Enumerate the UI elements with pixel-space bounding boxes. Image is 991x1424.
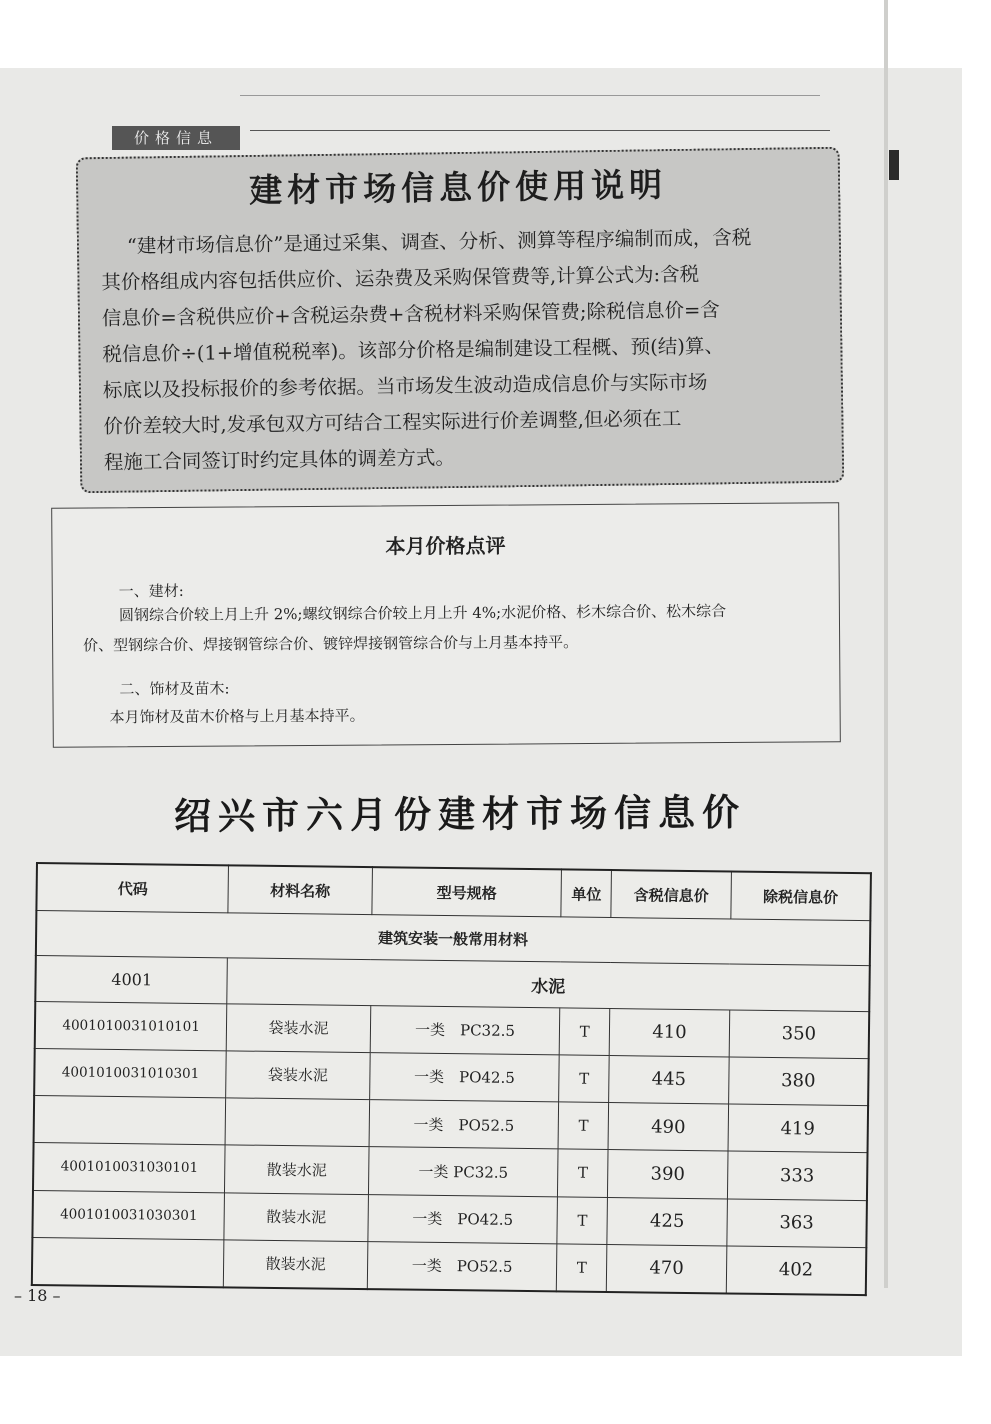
cell-code: 4001010031010101 bbox=[35, 1001, 227, 1051]
cell-spec: 一类 PO42.5 bbox=[369, 1052, 559, 1102]
price-table-container bbox=[31, 862, 872, 1296]
monthly-review-box bbox=[51, 502, 841, 747]
cell-unit: T bbox=[558, 1102, 608, 1150]
cell-tax-price: 425 bbox=[607, 1197, 727, 1246]
cell-spec: 一类 PO52.5 bbox=[367, 1241, 557, 1291]
review-line: 本月饰材及苗木价格与上月基本持平。 bbox=[109, 706, 365, 727]
header-unit: 单位 bbox=[561, 869, 611, 917]
review-line: 价、型钢综合价、焊接钢管综合价、镀锌焊接钢管综合价与上月基本持平。 bbox=[83, 633, 579, 655]
side-tab-mark bbox=[889, 150, 899, 180]
cell-name: 散装水泥 bbox=[224, 1240, 368, 1290]
usage-notes-first-line: “建材市场信息价”是通过采集、调查、分析、测算等程序编制而成，含税 bbox=[126, 225, 752, 258]
usage-notes-box bbox=[76, 147, 845, 494]
cell-tax-price: 410 bbox=[609, 1008, 729, 1057]
cell-name bbox=[225, 1098, 369, 1147]
page-spine bbox=[884, 0, 888, 1288]
top-rule bbox=[250, 130, 830, 131]
cell-code: 4001010031030301 bbox=[32, 1190, 224, 1240]
cell-name: 散装水泥 bbox=[225, 1145, 369, 1194]
cell-tax-price: 390 bbox=[608, 1150, 728, 1199]
usage-notes-line: 程施工合同签订时约定具体的调差方式。 bbox=[103, 446, 456, 474]
cell-net-price: 350 bbox=[729, 1010, 869, 1059]
category-label: 建筑安装一般常用材料 bbox=[36, 911, 870, 966]
cell-tax-price: 470 bbox=[606, 1244, 726, 1293]
header-spec: 型号规格 bbox=[372, 867, 562, 917]
cell-spec: 一类 PO42.5 bbox=[368, 1194, 558, 1244]
cell-name: 袋装水泥 bbox=[227, 1003, 371, 1052]
top-rule-upper bbox=[240, 95, 820, 96]
cell-net-price: 333 bbox=[727, 1151, 867, 1200]
cell-tax-price: 445 bbox=[609, 1055, 729, 1104]
cell-unit: T bbox=[559, 1055, 609, 1103]
price-list-title: 绍兴市六月份建材市场信息价 bbox=[173, 791, 747, 838]
cell-code: 4001010031030101 bbox=[33, 1143, 225, 1193]
review-heading: 一、建材: bbox=[118, 581, 184, 601]
cell-unit: T bbox=[558, 1149, 608, 1197]
header-tax-price: 含税信息价 bbox=[611, 870, 731, 919]
group-name: 水泥 bbox=[227, 958, 870, 1011]
price-table bbox=[31, 862, 872, 1296]
cell-code: 4001010031010301 bbox=[34, 1048, 226, 1098]
cell-spec: 一类 PC32.5 bbox=[368, 1147, 558, 1197]
cell-net-price: 402 bbox=[726, 1246, 866, 1295]
cell-net-price: 419 bbox=[728, 1104, 868, 1153]
group-code: 4001 bbox=[35, 956, 227, 1004]
header-code: 代码 bbox=[36, 863, 228, 913]
usage-notes-line: 信息价=含税供应价+含税运杂费+含税材料采购保管费;除税信息价=含 bbox=[101, 298, 720, 330]
page-number: – 18 – bbox=[14, 1286, 61, 1305]
cell-tax-price: 490 bbox=[608, 1103, 728, 1152]
header-name: 材料名称 bbox=[228, 865, 372, 914]
usage-notes-line: 税信息价÷(1+增值税税率)。该部分价格是编制建设工程概、预(结)算、 bbox=[102, 334, 725, 366]
usage-notes-title: 建材市场信息价使用说明 bbox=[248, 165, 668, 210]
table-row bbox=[32, 1237, 867, 1295]
cell-unit: T bbox=[557, 1244, 607, 1292]
usage-notes-line: 价价差较大时,发承包双方可结合工程实际进行价差调整,但必须在工 bbox=[103, 406, 682, 438]
cell-spec: 一类 PO52.5 bbox=[369, 1100, 559, 1150]
cell-spec: 一类 PC32.5 bbox=[370, 1005, 560, 1055]
cell-name: 散装水泥 bbox=[224, 1192, 368, 1241]
usage-notes-line bbox=[101, 221, 821, 259]
review-heading: 二、饰材及苗木: bbox=[119, 679, 230, 699]
header-net-price: 除税信息价 bbox=[731, 871, 871, 920]
monthly-review-title: 本月价格点评 bbox=[385, 533, 506, 559]
cell-unit: T bbox=[557, 1196, 607, 1244]
cell-code bbox=[32, 1237, 224, 1287]
usage-notes-line: 标底以及投标报价的参考依据。当市场发生波动造成信息价与实际市场 bbox=[102, 370, 708, 402]
cell-code bbox=[34, 1096, 226, 1146]
section-tag: 价格信息 bbox=[112, 126, 240, 150]
cell-name: 袋装水泥 bbox=[226, 1051, 370, 1100]
cell-unit: T bbox=[559, 1008, 609, 1056]
review-line: 圆钢综合价较上月上升 2%;螺纹钢综合价较上月上升 4%;水泥价格、杉木综合价、松木综合 bbox=[118, 602, 727, 625]
cell-net-price: 380 bbox=[728, 1057, 868, 1106]
cell-net-price: 363 bbox=[727, 1198, 867, 1247]
usage-notes-line: 其价格组成内容包括供应价、运杂费及采购保管费等,计算公式为:含税 bbox=[101, 262, 700, 295]
